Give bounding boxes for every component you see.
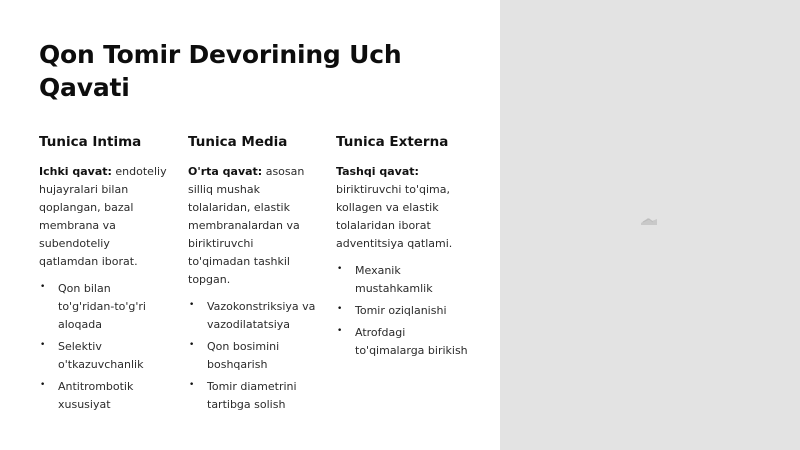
description-lead: Tashqi qavat: — [336, 165, 419, 178]
bullet-item — [188, 378, 316, 414]
column-heading: Tunica Externa — [336, 134, 449, 150]
description-text: asosan silliq mushak tolalaridan, elastik membranalardan va biriktiruvchi to'qimadan tashkil topgan. — [188, 165, 305, 286]
column-description — [336, 163, 471, 253]
bullet-text: Tomir diametrini tartibga solish — [207, 380, 297, 411]
column-tunica-externa — [336, 133, 471, 364]
bullet-list — [39, 280, 167, 414]
bullet-item — [188, 298, 316, 334]
bullet-icon: • — [337, 304, 343, 314]
bullet-item — [39, 378, 167, 414]
bullet-list — [188, 298, 316, 414]
bullet-icon: • — [40, 340, 46, 350]
bullet-text: Tomir oziqlanishi — [355, 304, 447, 317]
bullet-text: Mexanik mustahkamlik — [355, 264, 433, 295]
bullet-item — [336, 262, 471, 298]
bullet-text: Atrofdagi to'qimalarga birikish — [355, 326, 468, 357]
bullet-text: Antitrombotik xususiyat — [58, 380, 134, 411]
bullet-icon: • — [337, 264, 343, 274]
description-text: biriktiruvchi to'qima, kollagen va elastik tolalaridan iborat adventitsiya qatlami. — [336, 183, 453, 250]
bullet-list — [336, 262, 471, 360]
image-placeholder-panel — [500, 0, 800, 450]
bullet-icon: • — [40, 282, 46, 292]
column-description — [39, 163, 167, 271]
bullet-item — [336, 302, 471, 320]
column-heading: Tunica Media — [188, 134, 288, 150]
bullet-item — [39, 280, 167, 334]
bullet-item — [39, 338, 167, 374]
bullet-text: Selektiv o'tkazuvchanlik — [58, 340, 144, 371]
description-lead: O'rta qavat: — [188, 165, 263, 178]
column-description — [188, 163, 316, 289]
bullet-icon: • — [40, 380, 46, 390]
column-tunica-media — [188, 133, 316, 418]
column-tunica-intima — [39, 133, 167, 418]
bullet-text: Vazokonstriksiya va vazodilatatsiya — [207, 300, 316, 331]
column-heading: Tunica Intima — [39, 134, 142, 150]
bullet-icon: • — [189, 340, 195, 350]
bullet-text: Qon bosimini boshqarish — [207, 340, 280, 371]
bullet-text: Qon bilan to'g'ridan-to'g'ri aloqada — [58, 282, 146, 331]
description-text: endoteliy hujayralari bilan qoplangan, bazal membrana va subendoteliy qatlamdan iborat. — [39, 165, 167, 268]
bullet-icon: • — [337, 326, 343, 336]
broken-image-icon — [640, 214, 658, 228]
bullet-icon: • — [189, 300, 195, 310]
bullet-item — [336, 324, 471, 360]
description-lead: Ichki qavat: — [39, 165, 112, 178]
slide-title: Qon Tomir Devorining Uch Qavati — [39, 40, 402, 102]
bullet-item — [188, 338, 316, 374]
bullet-icon: • — [189, 380, 195, 390]
